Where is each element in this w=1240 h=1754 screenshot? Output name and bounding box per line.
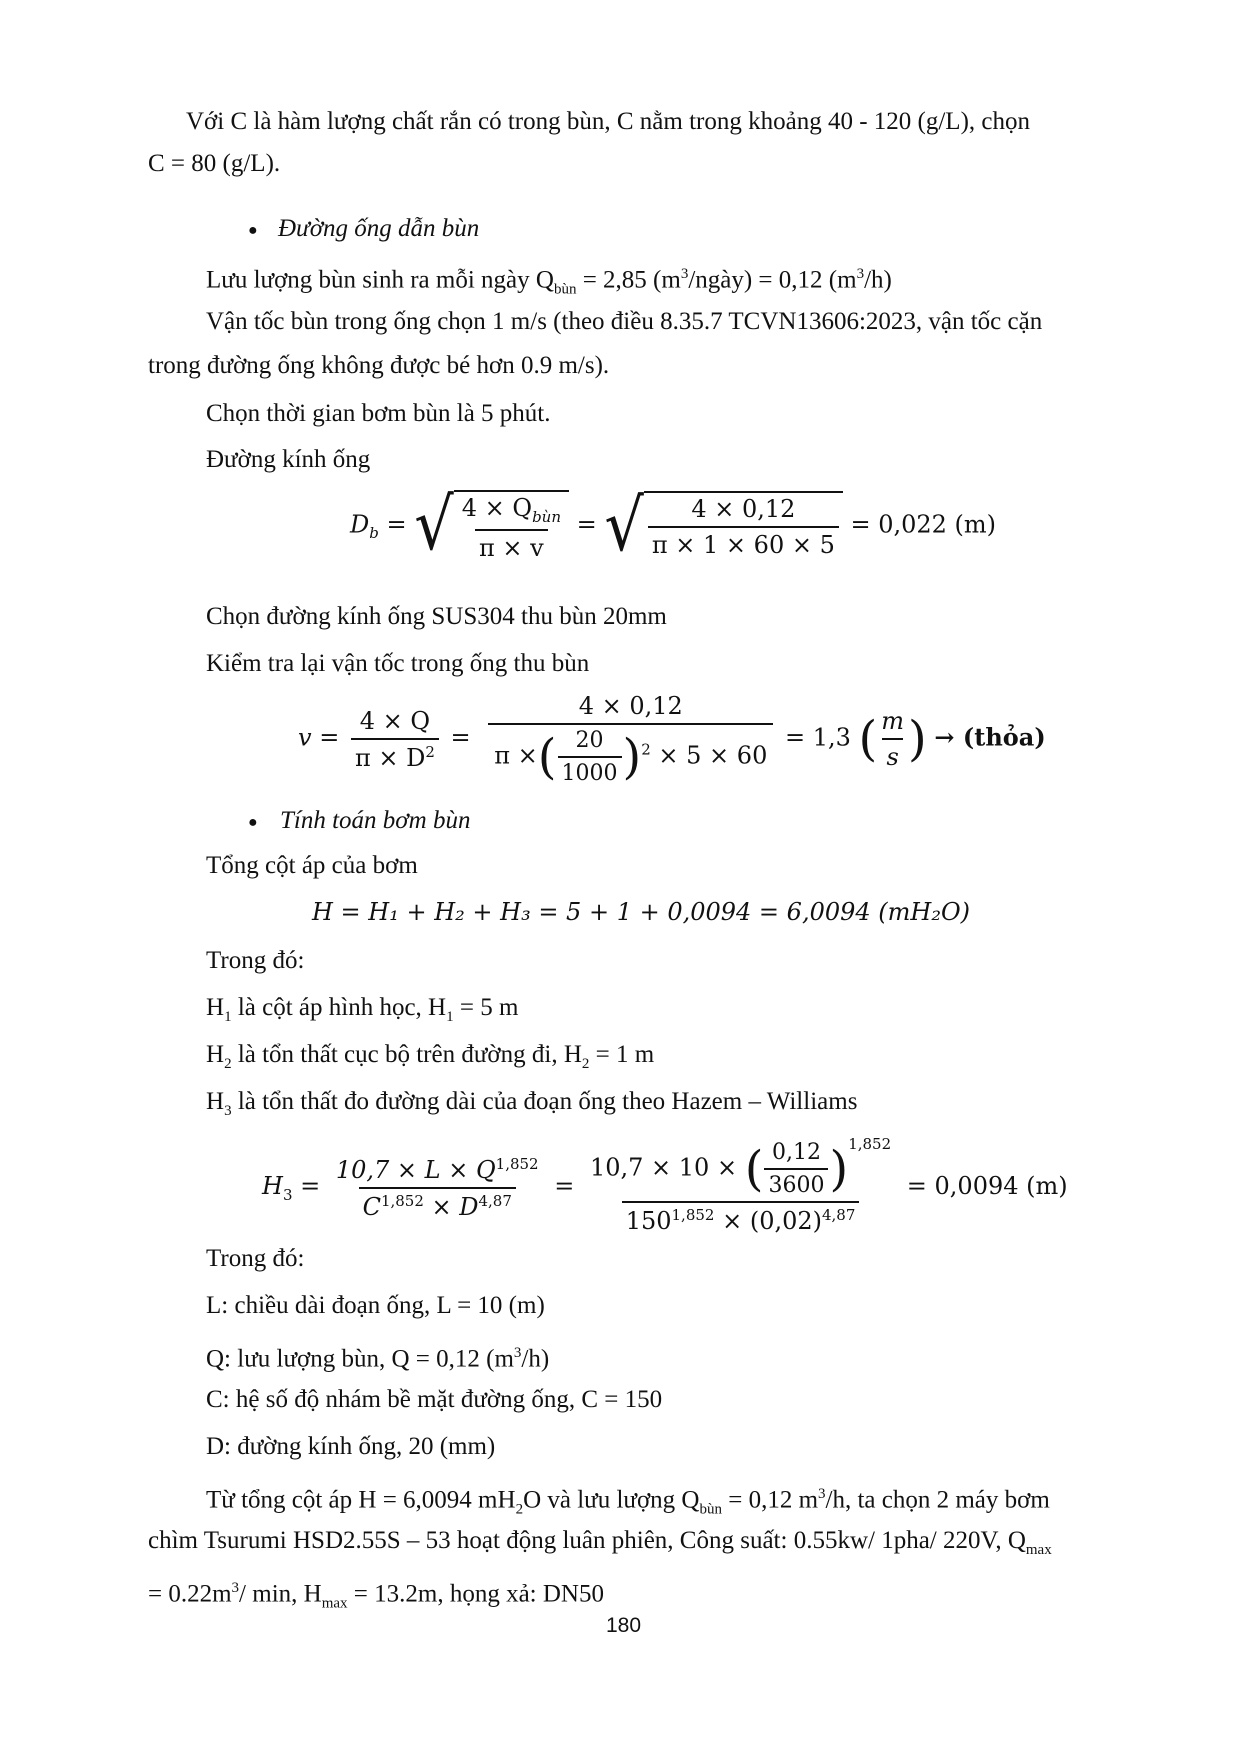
paragraph-text: Vận tốc bùn trong ống chọn 1 m/s (theo điều 8.35.7 TCVN13606:2023, vận tốc cặn [206,308,1043,335]
equation-total-head: H = H₁ + H₂ + H₃ = 5 + 1 + 0,0094 = 6,0094 (mH₂O) [312,898,970,926]
paragraph-text: Chọn đường kính ống SUS304 thu bùn 20mm [206,603,667,630]
paragraph-text: Kiểm tra lại vận tốc trong ống thu bùn [206,650,590,677]
equation-pipe-diameter: $D_b$ = √ $\frac{4 \times Q_{bùn}}{\pi \times v}$ = √ $\frac{4 \times 0,12}{\pi \times 1 \times 60 \times 5}$ = 0,022 (m) [350,482,997,568]
equation-friction-loss: $H_3$ = $\frac{10,7 \times L \times Q^{1,852}}{C^{1,852} \times D^{4,87}}$ = 10,7 × 10 × ( $\frac{0,12}{3600}$ )$^{1,852}$ $150^{1,852} \times (0,02)^{4,87}$ = 0,0094 (m) [262,1134,1068,1235]
section-heading: Tính toán bơm bùn [280,807,471,834]
bullet-icon: ● [248,814,258,831]
paragraph-text: trong đường ống không được bé hơn 0.9 m/s). [148,352,610,379]
equation-velocity-check: v = $\frac{4 \times Q}{\pi \times D^2}$ = 4 × 0,12 π ×( $\frac{20}{1000}$ )$^2$ × 5 × 60 = 1,3 ( $\frac{m}{s}$ ) → (thỏa) [298,692,1046,786]
paragraph-text: = $0.22m^3/$ min, $H_{max} = 13.2m$, họng xả: DN50 [148,1580,604,1612]
page-number: 180 [606,1614,642,1637]
paragraph-text: chìm Tsurumi HSD2.55S – 53 hoạt động luân phiên, Công suất: 0.55kw/ 1pha/ 220V, $Q_{max}$ [148,1527,1052,1558]
paragraph-text: Từ tổng cột áp H = 6,0094 $mH_2O$ và lưu lượng $Q_{bùn} = 0,12$ $m^3/h$, ta chọn 2 máy bơm [206,1486,1050,1518]
section-heading: Đường ống dẫn bùn [278,215,480,242]
paragraph-text: C = 80 (g/L). [148,150,281,177]
paragraph-text: L: chiều dài đoạn ống, L = 10 (m) [206,1292,545,1319]
paragraph-text: Trong đó: [206,1245,305,1272]
paragraph-text: Q: lưu lượng bùn, Q = 0,12 $(m^3/h)$ [206,1345,550,1373]
paragraph-text: Với C là hàm lượng chất rắn có trong bùn, C nằm trong khoảng 40 - 120 (g/L), chọn [186,108,1030,135]
paragraph-text: Lưu lượng bùn sinh ra mỗi ngày $Q_{bùn} = 2,85$ $(m^3/ngày) = 0,12$ $(m^3/h)$ [206,266,892,298]
paragraph-text: C: hệ số độ nhám bề mặt đường ống, C = 150 [206,1386,663,1413]
paragraph-text: $H_1$ là cột áp hình học, $H_1 = 5$ m [206,994,519,1025]
paragraph-text: D: đường kính ống, 20 (mm) [206,1433,496,1460]
paragraph-text: Chọn thời gian bơm bùn là 5 phút. [206,400,551,427]
paragraph-text: Tổng cột áp của bơm [206,852,418,879]
paragraph-text: $H_3$ là tổn thất đo đường dài của đoạn ống theo Hazem – Williams [206,1088,858,1119]
paragraph-text: Đường kính ống [206,446,371,473]
bullet-icon: ● [248,222,258,239]
paragraph-text: $H_2$ là tổn thất cục bộ trên đường đi, $H_2 = 1$ m [206,1041,655,1072]
paragraph-text: Trong đó: [206,947,305,974]
